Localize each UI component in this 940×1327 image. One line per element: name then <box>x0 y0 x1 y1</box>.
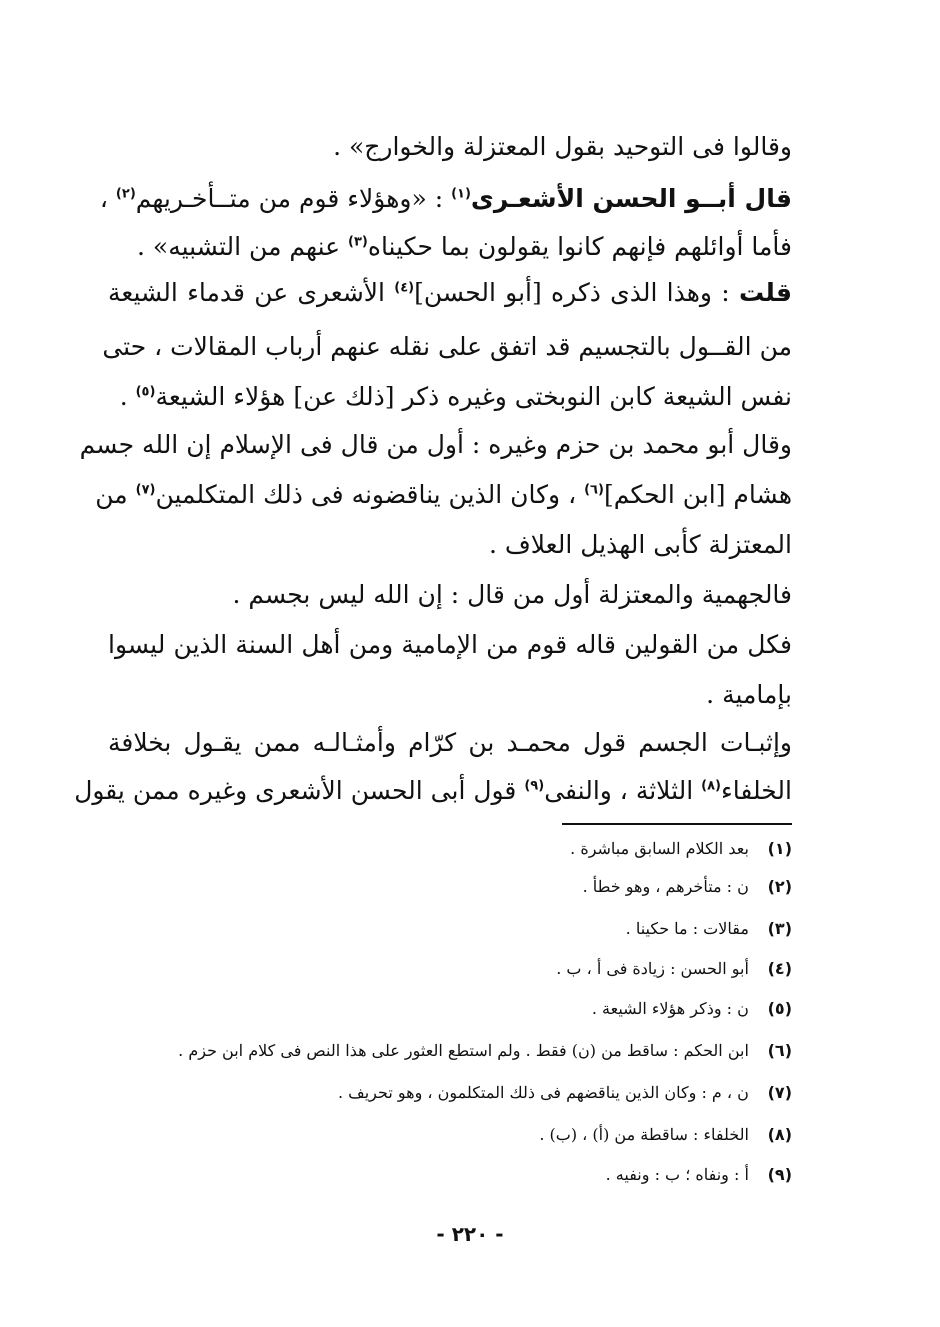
footnote-text: أ : ونفاه ؛ ب : ونفيه . <box>605 1165 749 1184</box>
author-name-asharī: قال أبــو الحسن الأشعـرى <box>470 184 792 213</box>
text-line-10-content: فالجهمية والمعتزلة أول من قال : إن الله ليس بجسم . <box>232 580 792 609</box>
text-line-5 <box>102 328 792 368</box>
footnote-number: (٧) <box>767 1083 792 1102</box>
footnote-separator-rule <box>562 823 792 825</box>
footnote-ref-8: (٨) <box>701 778 721 794</box>
text-line-11-content: فكل من القولين قاله قوم من الإمامية ومن أهل السنة الذين ليسوا <box>108 630 792 659</box>
footnote-number: (٦) <box>767 1041 792 1060</box>
footnote-text: ن : متأخرهم ، وهو خطأ . <box>582 877 749 896</box>
text-line-9-content: المعتزلة كأبى الهذيل العلاف . <box>488 530 792 559</box>
footnote-text: الخلفاء : ساقطة من (أ) ، (ب) . <box>539 1125 749 1144</box>
footnote-ref-1: (١) <box>451 186 471 202</box>
text-line-2-content: : «وهؤلاء قوم من متــأخـريهم <box>135 184 452 213</box>
footnote-5 <box>108 998 792 1022</box>
footnote-ref-4: (٤) <box>394 280 415 296</box>
text-line-1-content: وقالوا فى التوحيد بقول المعتزلة والخوارج» . <box>333 132 792 161</box>
footnote-ref-6: (٦) <box>584 482 604 498</box>
text-line-11 <box>108 626 792 666</box>
text-line-7-content: وقال أبو محمد بن حزم وغيره : أول من قال فى الإسلام إن الله جسم <box>79 430 792 459</box>
qultu-label: قلت <box>738 278 792 307</box>
footnote-text: ن : وذكر هؤلاء الشيعة . <box>591 999 749 1018</box>
footnote-text: مقالات : ما حكينا . <box>625 919 749 938</box>
footnote-8 <box>108 1124 792 1148</box>
text-line-7 <box>79 426 792 466</box>
text-line-13 <box>108 724 792 764</box>
footnote-text: بعد الكلام السابق مباشرة . <box>570 839 749 858</box>
footnote-text: ن ، م : وكان الذين يناقضهم فى ذلك المتكلمون ، وهو تحريف . <box>337 1083 749 1102</box>
footnote-ref-2: (٢) <box>115 186 136 202</box>
footnote-3 <box>108 918 792 942</box>
text-line-3-content: فأما أوائلهم فإنهم كانوا يقولون بما حكيناه <box>367 232 792 261</box>
footnote-1 <box>108 838 792 862</box>
text-line-8-middle: ، وكان الذين يناقضونه فى ذلك المتكلمين <box>155 480 585 509</box>
text-line-6 <box>108 378 792 418</box>
footnote-7 <box>108 1082 792 1106</box>
text-line-14 <box>74 772 792 812</box>
text-line-8-content: هشام [ابن الحكم] <box>603 480 792 509</box>
text-line-3-tail: عنهم من التشبيه» . <box>137 232 348 261</box>
text-line-12 <box>108 676 792 716</box>
footnote-text: ابن الحكم : ساقط من (ن) فقط . ولم استطع العثور على هذا النص فى كلام ابن حزم . <box>178 1041 749 1060</box>
page-number: - ٢٢٠ - <box>436 1222 504 1246</box>
text-line-14-tail: قول أبى الحسن الأشعرى وغيره ممن يقول <box>74 776 525 805</box>
footnote-number: (٥) <box>767 999 792 1018</box>
footnote-number: (٤) <box>767 959 792 978</box>
text-line-2 <box>99 180 792 220</box>
footnote-number: (٩) <box>767 1165 792 1184</box>
footnote-ref-7: (٧) <box>135 482 156 498</box>
text-line-9 <box>108 526 792 566</box>
footnote-number: (٨) <box>767 1125 792 1144</box>
footnote-ref-5: (٥) <box>135 384 156 400</box>
text-line-8-tail: من <box>95 480 136 509</box>
text-line-8 <box>95 476 792 516</box>
text-line-4-content: : وهذا الذى ذكره [أبو الحسن] <box>414 278 739 307</box>
text-line-4-tail: الأشعرى عن قدماء الشيعة <box>108 278 395 307</box>
text-line-14-middle: الثلاثة ، والنفى <box>544 776 702 805</box>
text-line-13-content: وإثبـات الجسم قول محمـد بن كرّام وأمثـالـه ممن يقـول بخلافة <box>108 728 792 757</box>
text-line-10 <box>108 576 792 616</box>
footnote-text: أبو الحسن : زيادة فى أ ، ب . <box>556 959 749 978</box>
text-line-4 <box>108 274 792 314</box>
footnote-ref-3: (٣) <box>348 234 368 250</box>
footnote-6 <box>108 1040 792 1064</box>
footnote-4 <box>108 958 792 982</box>
footnote-ref-9: (٩) <box>524 778 545 794</box>
text-line-6-tail: . <box>119 382 136 411</box>
text-line-6-content: نفس الشيعة كابن النوبختى وغيره ذكر [ذلك عن] هؤلاء الشيعة <box>155 382 792 411</box>
footnote-number: (٣) <box>767 919 792 938</box>
footnote-number: (١) <box>767 839 792 858</box>
text-line-1 <box>108 128 792 168</box>
text-line-3 <box>108 228 792 268</box>
text-line-5-content: من القــول بالتجسيم قد اتفق على نقله عنهم أرباب المقالات ، حتى <box>102 332 792 361</box>
footnote-number: (٢) <box>767 877 792 896</box>
text-line-14-content: الخلفاء <box>721 776 792 805</box>
footnote-9 <box>108 1164 792 1188</box>
text-line-2-tail: ، <box>99 184 116 213</box>
footnote-2 <box>108 876 792 900</box>
text-line-12-content: بإمامية . <box>706 680 792 709</box>
